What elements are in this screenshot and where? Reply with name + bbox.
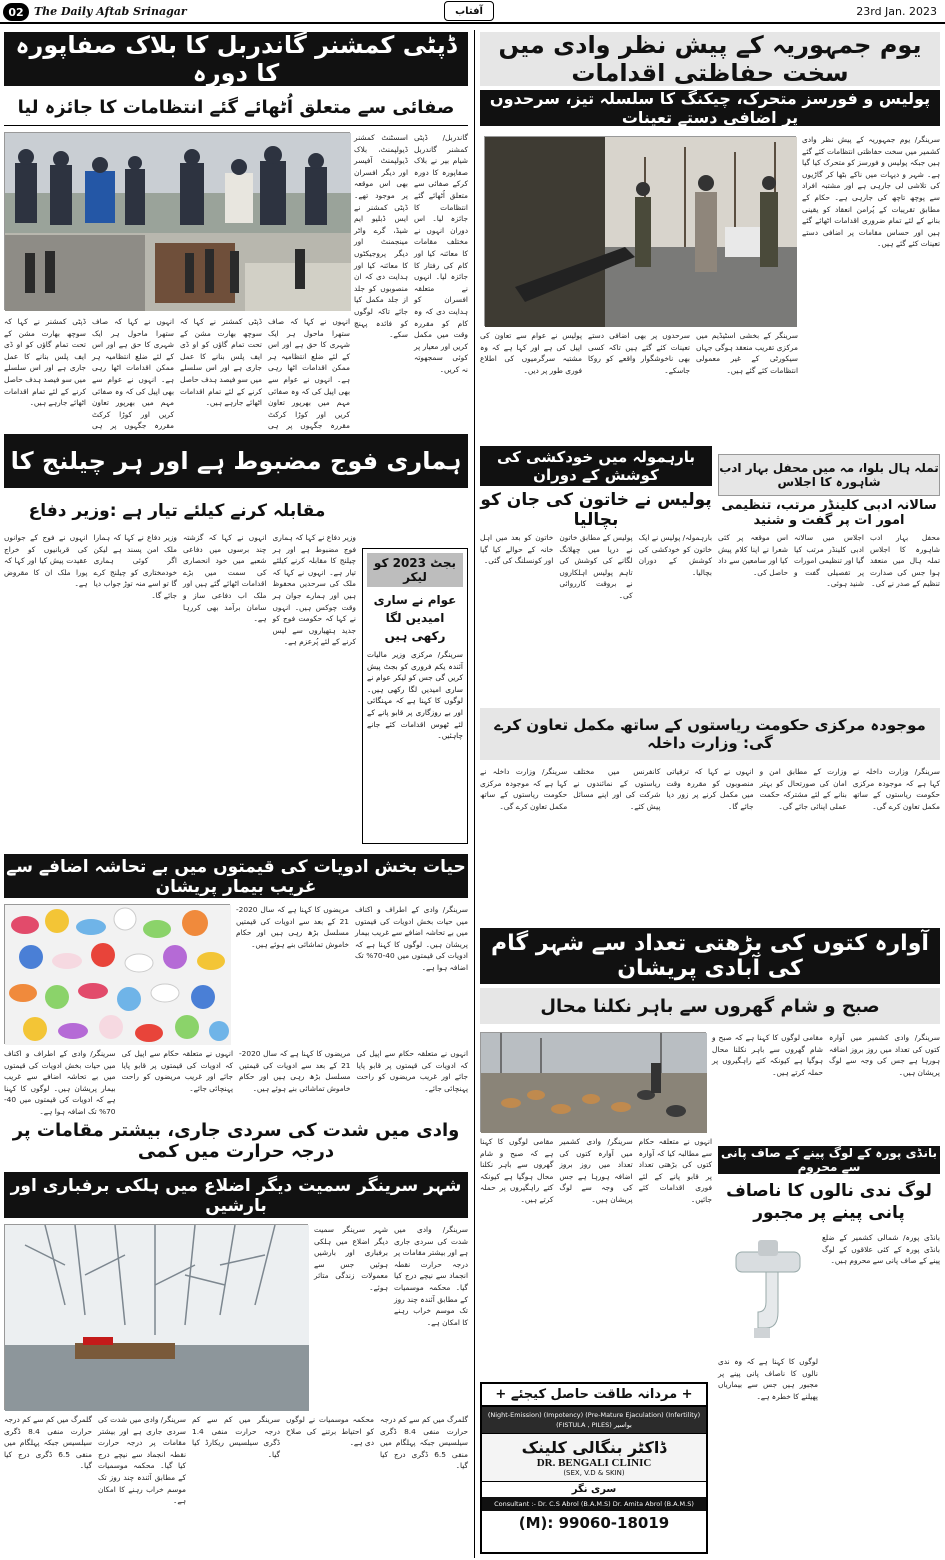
- s8-text-bottom: [480, 1136, 712, 1276]
- s10-col-b: لوگوں کا کہنا ہے کہ وہ ندی نالوں کا ناصاف پانی پینے پر مجبور ہیں جس سے بیماریاں پھیلنے کا خطرہ ہے۔: [718, 1357, 818, 1401]
- ad-clinic-name-english: DR. BENGALI CLINIC: [536, 1457, 652, 1469]
- s9-col-e: سرینگر میں کم سے کم درجہ حرارت منفی 1.4 ڈگری سیلسیس ریکارڈ کیا گیا۔: [192, 1415, 280, 1459]
- ad-city: سری نگر: [571, 1484, 617, 1495]
- s3-headline: ہماری فوج مضبوط ہے اور ہر چیلنج کا: [4, 434, 468, 488]
- s3-col-b: انہوں نے کہا کہ گزشتہ چند برسوں میں دفاعی شعبے میں خود انحصاری کی سمت میں بڑے اقدامات اٹھائے گئے ہیں اور ملک اب دفاعی ساز و سامان برآمد بھی کررہا ہے۔: [183, 533, 267, 624]
- ad-clinic-tagline: (SEX, V.D & SKIN): [563, 1469, 625, 1477]
- ad-mobile: (M): 99060-18019: [518, 1514, 670, 1532]
- ad-headline: + مردانہ طاقت حاصل کیجئے +: [482, 1384, 706, 1407]
- s5-col-b: پولیس کے مطابق خاتون نے دریا میں چھلانگ لگانے کی کوشش کی تاہم پولیس اہلکاروں نے بروقت کارروائی کی۔: [559, 533, 633, 600]
- page-number: 02: [8, 5, 24, 19]
- s9-text-bottom: [4, 1414, 468, 1554]
- budget-box-subtitle: عوام نے ساری امیدیں لگا رکھی ہیں: [373, 593, 457, 643]
- ad-conditions: [482, 1407, 706, 1433]
- s2-col-c: سرحدوں پر بھی اضافی دستے تعینات کئے گئے ہیں تاکہ کسی بھی ناخوشگوار واقعے کو روکا جاسکے۔: [588, 331, 690, 375]
- column-divider: [474, 30, 475, 1558]
- budget-box: [362, 548, 468, 844]
- s10-headline: بانڈی پورہ کے لوگ پینے کے صاف پانی سے محروم: [718, 1146, 940, 1174]
- ad-consultants: Consultant :- Dr. C.S Abrol (B.A.M.S) Dr. Amita Abrol (B.A.M.S): [482, 1497, 706, 1511]
- s7-col-f: سرینگر/ وادی کے اطراف و اکناف میں حیات بخش ادویات کی قیمتوں میں بے تحاشہ اضافے سے غریب بیمار پریشان ہیں۔ لوگوں کا کہنا ہے کہ ادویات کی قیمتوں میں 40-70% تک اضافہ ہوا ہے۔: [4, 1049, 116, 1116]
- masthead-logo: [444, 1, 494, 21]
- s7-text-right: [236, 904, 468, 1044]
- s4-col-a: محفل بہار ادب شاہورہ کا اجلاس تملہ ہال میں منعقد ہوا جس کی صدارت تنظیم کے صدر نے کی۔: [870, 533, 940, 589]
- s7-photo: [4, 904, 230, 1044]
- s9-col-b: شہر سرینگر سمیت دیگر اضلاع میں ہلکی برفباری اور بارشیں ہوئیں جس سے معمولات زندگی متاثر ہوئے۔: [314, 1225, 388, 1292]
- s7-col-d: مریضوں کا کہنا ہے کہ سال 2020-21 کے بعد سے ادویات کی قیمتیں مسلسل بڑھ رہی ہیں اور حکام خاموش تماشائی بنے ہوئے ہیں۔: [239, 1049, 351, 1093]
- s1-col-a: گاندربل/ ڈپٹی کمشنر گاندربل شیام بیر نے بلاک صفاپورہ کا دورہ کرکے صفائی سے متعلق اُٹھائے گئے انتظامات کا جائزہ لیا۔ اس دوران انہوں نے مختلف مقامات کا معائنہ کیا اور کام کی رفتار کا جائزہ لیا۔ انہوں نے متعلقہ افسران کو ہدایت دی کہ وہ کام کو مقررہ وقت میں مکمل کریں اور معیار پر کوئی سمجھوتہ نہ کریں۔: [414, 133, 468, 374]
- ad-clinic-name-block: [482, 1433, 706, 1482]
- s8-col-d: سرینگر/ وادی کشمیر میں آوارہ کتوں کی تعداد میں روز بروز اضافہ ہورہا ہے جس کی وجہ سے لوگ پریشان ہیں۔: [559, 1137, 633, 1204]
- s5-subheadline: پولیس نے خاتون کی جان کو بچالیا: [480, 489, 712, 530]
- s9-col-d: محکمہ موسمیات نے لوگوں کو احتیاط برتنے کی صلاح دی ہے۔: [286, 1415, 374, 1448]
- masthead: [0, 0, 945, 24]
- s2-col-d: پولیس نے عوام سے تعاون کی اپیل کی ہے اور کہا ہے کہ وہ مشتبہ سرگرمیوں کی اطلاع فوری طور پر دیں۔: [480, 331, 582, 375]
- ad-conditions-line2: (FISTULA , PILES) بواسیر: [556, 1421, 632, 1429]
- s10-text-bottom: [718, 1356, 818, 1554]
- s10-col-a: بانڈی پورہ/ شمالی کشمیر کے ضلع بانڈی پورہ کے کئی علاقوں کے لوگ پینے کے صاف پانی سے محروم ہیں۔: [822, 1233, 940, 1266]
- s6-text: [480, 766, 940, 922]
- s5-col-a: بارہمولہ/ پولیس نے ایک خاتون کو خودکشی کی کوشش کے دوران بچالیا۔: [638, 533, 712, 577]
- s7-col-c: انہوں نے متعلقہ حکام سے اپیل کی کہ ادویات کی قیمتوں پر قابو پایا جائے اور غریب مریضوں کو راحت پہنچائی جائے۔: [356, 1049, 468, 1093]
- s3-text: [4, 532, 356, 842]
- s9-col-g: گلمرگ میں کم سے کم درجہ حرارت منفی 8.4 ڈگری سیلسیس جبکہ پہلگام میں منفی 6.5 ڈگری درج کیا گیا۔: [4, 1415, 92, 1471]
- page-number-badge: [3, 3, 29, 21]
- s7-col-a: سرینگر/ وادی کے اطراف و اکناف میں حیات بخش ادویات کی قیمتوں میں بے تحاشہ اضافے سے غریب بیمار پریشان ہیں۔ لوگوں کا کہنا ہے کہ ادویات کی قیمتوں میں 40-70% تک اضافہ ہوا ہے۔: [355, 905, 468, 972]
- s2-text-bottom: [480, 330, 798, 442]
- s9-col-c: گلمرگ میں کم سے کم درجہ حرارت منفی 8.4 ڈگری سیلسیس جبکہ پہلگام میں منفی 6.5 ڈگری درج کیا گیا۔: [380, 1415, 468, 1471]
- s1-text-right: [354, 132, 468, 427]
- s1-subheadline: صفائی سے متعلق اُٹھائے گئے انتظامات کا جائزہ لیا: [4, 90, 468, 126]
- s1-photo: [4, 132, 350, 310]
- s4-headline: تملہ ہال بلوا، مہ میں محفل بہار ادب شاہورہ کا اجلاس: [718, 454, 940, 496]
- s5-text: [480, 532, 712, 698]
- s9-text-right: [314, 1224, 468, 1414]
- s2-headline: یوم جمہوریہ کے پیش نظر وادی میں سخت حفاظتی اقدامات: [480, 32, 940, 86]
- s8-subheadline: صبح و شام گھروں سے باہر نکلنا محال: [480, 988, 940, 1024]
- s10-photo: [718, 1232, 818, 1350]
- s10-text-right: [822, 1232, 940, 1554]
- s1-col-c: انہوں نے کہا کہ صاف ستھرا ماحول ہر ایک شہری کا حق ہے اور اس کے لئے ضلع انتظامیہ ہر ممکن اقدامات اٹھا رہی ہے۔ انہوں نے عوام سے بھی اپیل کی کہ وہ صفائی مہم میں بھرپور تعاون کریں اور کوڑا کرکٹ مقررہ جگہوں پر ہی: [268, 317, 350, 431]
- s3-col-a: وزیر دفاع نے کہا کہ ہماری فوج مضبوط ہے اور ہر چیلنج کا مقابلہ کرنے کیلئے تیار ہے۔ انہوں نے کہا کہ ملک کی سرحدیں محفوظ ہیں اور ہمارے جوان ہر وقت چوکس ہیں۔ انہوں نے کہا کہ حکومت فوج کو جدید ہتھیاروں سے لیس کرنے کے لئے پُرعزم ہے۔: [272, 533, 356, 647]
- budget-box-title: بجٹ 2023 کو لیکر: [367, 553, 463, 587]
- s8-col-a: سرینگر/ وادی کشمیر میں آوارہ کتوں کی تعداد میں روز بروز اضافہ ہورہا ہے جس کی وجہ سے لوگ پریشان ہیں۔: [829, 1033, 940, 1077]
- s1-col-d: ڈپٹی کمشنر نے کہا کہ سوچھ بھارت مشن کے تحت تمام گاؤں کو او ڈی ایف پلس بنانے کا عمل جاری ہے اور اس سلسلے میں سو فیصد ہدف حاصل کرنے کے لئے تمام اقدامات اٹھائے جارہے ہیں۔: [180, 317, 262, 408]
- s8-photo: [480, 1032, 706, 1132]
- clinic-advert: [480, 1382, 708, 1554]
- s9-col-f: سرینگر/ وادی میں شدت کی سردی جاری ہے اور بیشتر مقامات پر درجہ حرارت نقطہ انجماد سے نیچے درج کیا گیا۔ محکمہ موسمیات کے مطابق آئندہ چند روز تک موسم خراب رہنے کا امکان ہے۔: [98, 1415, 186, 1506]
- s2-subheadline: پولیس و فورسز متحرک، چیکنگ کا سلسلہ تیز، سرحدوں پر اضافی دستے تعینات: [480, 90, 940, 126]
- s5-headline: بارہمولہ میں خودکشی کی کوشش کے دوران: [480, 446, 712, 486]
- s1-headline: ڈپٹی کمشنر گاندربل کا بلاک صفاپورہ کا دورہ: [4, 32, 468, 86]
- s6-headline: موجودہ مرکزی حکومت ریاستوں کے ساتھ مکمل تعاون کرے گی: وزارت داخلہ: [480, 708, 940, 760]
- s5-col-c: خاتون کو بعد میں اہل خانہ کے حوالے کیا گیا اور کونسلنگ کی گئی۔: [480, 533, 554, 566]
- s3-subheadline: مقابلہ کرنے کیلئے تیار ہے :وزیر دفاع: [4, 492, 350, 528]
- s6-col-b: وزارت کے مطابق امن و امان کی صورتحال کو بہتر بنانے کے لئے مشترکہ حکمت عملی اپنائی جائے گی۔: [759, 767, 847, 811]
- paper-name: The Daily Aftab Srinagar: [34, 5, 187, 18]
- ad-conditions-line1: (Night-Emission) (Impotency) (Pre-Mature Ejaculation) (Infertility): [487, 1411, 701, 1419]
- s9-headline: وادی میں شدت کی سردی جاری، بیشتر مقامات پر درجہ حرارت میں کمی: [4, 1116, 468, 1166]
- s4-col-c: اس موقعہ پر کئی شعرا نے اپنا کلام پیش کیا اور سامعین سے داد حاصل کی۔: [718, 533, 788, 577]
- s9-subheadline: شہر سرینگر سمیت دیگر اضلاع میں ہلکی برفباری اور بارشیں: [4, 1172, 468, 1218]
- s4-subheadline: سالانہ ادبی کلینڈر مرتب، تنظیمی امور ات پر گفت و شنید: [718, 498, 940, 528]
- s6-col-c: انہوں نے کہا کہ ترقیاتی منصوبوں کو مقررہ وقت میں مکمل کرنے پر زور دیا جائے گا۔: [666, 767, 754, 811]
- s4-col-b: اجلاس میں سالانہ ادبی کلینڈر مرتب کیا گیا اور تنظیمی امورات پر تفصیلی گفت و شنید ہوئی۔: [794, 533, 864, 589]
- s2-photo: [484, 136, 796, 326]
- ad-clinic-name-urdu: ڈاکٹر بنگالی کلینک: [521, 1438, 667, 1457]
- s1-col-b: اسسٹنٹ کمشنر ڈیولپمنٹ، بلاک ڈیولپمنٹ آفیسر اور دیگر افسران بھی اس موقعہ پر موجود تھے۔ ڈپٹی کمشنر نے ایس ڈبلیو ایم شیڈ، گرے واٹر مینجمنٹ اور دیگر پروجیکٹوں کا معائنہ کیا اور ہدایت دی کہ ان منصوبوں کو جلد از جلد مکمل کیا جائے تاکہ لوگوں کو فائدہ پہنچ سکے۔: [354, 133, 408, 340]
- s9-col-a: سرینگر/ وادی میں شدت کی سردی جاری ہے اور بیشتر مقامات پر درجہ حرارت نقطہ انجماد سے نیچے درج کیا گیا۔ محکمہ موسمیات کے مطابق آئندہ چند روز تک موسم خراب رہنے کا امکان ہے۔: [394, 1225, 468, 1327]
- budget-box-body: سرینگر/ مرکزی وزیر مالیات آئندہ یکم فروری کو بجٹ پیش کریں گی جس کو لیکر عوام نے ساری امیدیں لگا رکھی ہیں۔ لوگوں کا کہنا ہے کہ مہنگائی اور بے روزگاری پر قابو پانے کے لئے ٹھوس اقدامات کئے جانے چاہئیں۔: [367, 650, 463, 741]
- s7-col-b: مریضوں کا کہنا ہے کہ سال 2020-21 کے بعد سے ادویات کی قیمتیں مسلسل بڑھ رہی ہیں اور حکام خاموش تماشائی بنے ہوئے ہیں۔: [236, 905, 349, 949]
- s1-text-bottom: [4, 316, 350, 431]
- s2-text-right: [802, 134, 940, 412]
- s9-photo: [4, 1224, 308, 1410]
- s6-col-d: کانفرنس میں مختلف ریاستوں کے نمائندوں نے شرکت کی اور اپنے مسائل پیش کئے۔: [573, 767, 661, 811]
- s8-col-c: انہوں نے متعلقہ حکام سے مطالبہ کیا کہ آوارہ کتوں کی بڑھتی تعداد پر قابو پانے کے لئے فوری اقدامات کئے جائیں۔: [638, 1137, 712, 1204]
- ad-clinic-names: [488, 1438, 700, 1477]
- s7-headline: حیات بخش ادویات کی قیمتوں میں بے تحاشہ اضافے سے غریب بیمار پریشان: [4, 854, 468, 898]
- issue-date: 23rd Jan. 2023: [856, 5, 937, 18]
- s1-col-f: ڈپٹی کمشنر نے کہا کہ سوچھ بھارت مشن کے تحت تمام گاؤں کو او ڈی ایف پلس بنانے کا عمل جاری ہے اور اس سلسلے میں سو فیصد ہدف حاصل کرنے کے لئے تمام اقدامات اٹھائے جارہے ہیں۔: [4, 317, 86, 408]
- s6-col-a: سرینگر/ وزارت داخلہ نے کہا ہے کہ موجودہ مرکزی حکومت ریاستوں کے ساتھ مکمل تعاون کرے گی۔: [852, 767, 940, 811]
- s7-text-bottom: [4, 1048, 468, 1116]
- s4-text: [718, 532, 940, 696]
- s1-col-e: انہوں نے کہا کہ صاف ستھرا ماحول ہر ایک شہری کا حق ہے اور اس کے لئے ضلع انتظامیہ ہر ممکن اقدامات اٹھا رہی ہے۔ انہوں نے عوام سے بھی اپیل کی کہ وہ صفائی مہم میں بھرپور تعاون کریں اور کوڑا کرکٹ مقررہ جگہوں پر ہی: [92, 317, 174, 431]
- s7-col-e: انہوں نے متعلقہ حکام سے اپیل کی کہ ادویات کی قیمتوں پر قابو پایا جائے اور غریب مریضوں کو راحت پہنچائی جائے۔: [121, 1049, 233, 1093]
- s10-subheadline: لوگ ندی نالوں کا ناصاف پانی پینے پر مجبور: [718, 1178, 940, 1226]
- s6-col-e: سرینگر/ وزارت داخلہ نے کہا ہے کہ موجودہ مرکزی حکومت ریاستوں کے ساتھ مکمل تعاون کرے گی۔: [479, 767, 568, 811]
- logo-text: آفتاب: [455, 5, 483, 17]
- s8-text-right: [712, 1032, 940, 1140]
- s2-col-a: سرینگر/ یوم جمہوریہ کے پیش نظر وادی کشمیر میں سخت حفاظتی انتظامات کئے گئے ہیں جبکہ پولیس و فورسز کو متحرک کیا گیا ہے۔ شہر و دیہات میں ناکے بٹھا کر گاڑیوں کی تلاشی لی جارہی ہے اور مشتبہ افراد سے پوچھ تاچھ کی جارہی ہے۔ حکام کے مطابق تقریبات کے پُرامن انعقاد کو یقینی بنانے کے لئے تمام ضروری اقدامات اٹھائے گئے ہیں اور حساس مقامات پر اضافی دستے تعینات کئے گئے ہیں۔: [802, 135, 940, 249]
- s3-col-d: انہوں نے فوج کے جوانوں کی قربانیوں کو خراج عقیدت پیش کیا اور کہا کہ پورا ملک ان کا مقروض ہے۔: [4, 533, 88, 589]
- s8-col-b: مقامی لوگوں کا کہنا ہے کہ صبح و شام گھروں سے باہر نکلنا محال ہوگیا ہے کیونکہ کتے راہگیروں پر حملہ کرتے ہیں۔: [712, 1033, 823, 1077]
- s2-col-b: سرینگر کے بخشی اسٹیڈیم میں مرکزی تقریب منعقد ہوگی جہاں سیکورٹی کے غیر معمولی انتظامات کئے گئے ہیں۔: [696, 331, 798, 375]
- s8-col-e: مقامی لوگوں کا کہنا ہے کہ صبح و شام گھروں سے باہر نکلنا محال ہوگیا ہے کیونکہ کتے راہگیروں پر حملہ کرتے ہیں۔: [480, 1137, 554, 1204]
- s8-headline: آوارہ کتوں کی بڑھتی تعداد سے شہر گام کی آبادی پریشان: [480, 928, 940, 984]
- s3-col-c: وزیر دفاع نے کہا کہ ہمارا ملک امن پسند ہے لیکن اگر کوئی ہماری خودمختاری کو چیلنج کرے گا تو اسے منہ توڑ جواب دیا جائے گا۔: [93, 533, 177, 600]
